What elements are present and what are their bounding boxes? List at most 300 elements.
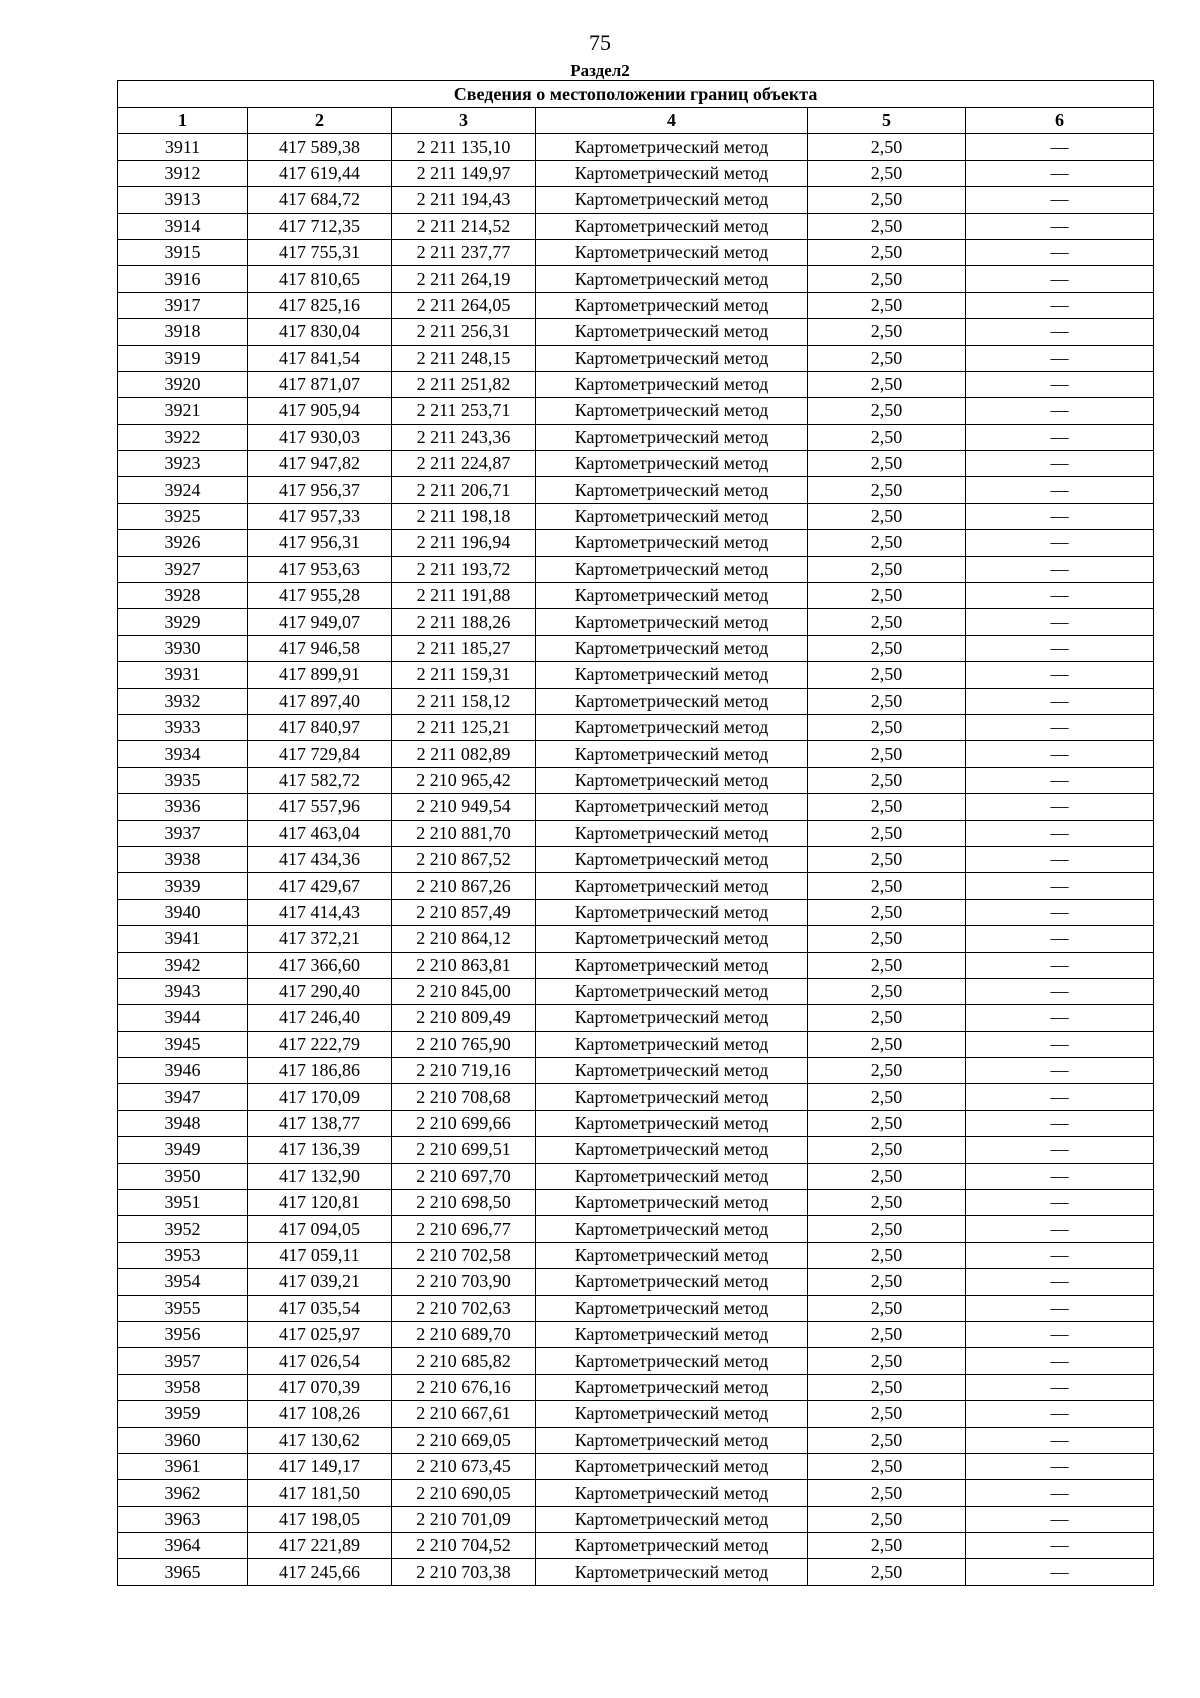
method-cell: Картометрический метод: [536, 319, 808, 345]
accuracy-cell: 2,50: [808, 635, 966, 661]
method-cell: Картометрический метод: [536, 1506, 808, 1532]
accuracy-cell: 2,50: [808, 266, 966, 292]
y-coordinate-cell: 2 210 676,16: [392, 1374, 536, 1400]
table-row: [118, 1242, 1154, 1268]
point-number-cell: 3943: [118, 978, 248, 1004]
table-row: [118, 477, 1154, 503]
y-coordinate-cell: 2 211 224,87: [392, 451, 536, 477]
accuracy-cell: 2,50: [808, 1374, 966, 1400]
x-coordinate-cell: 417 871,07: [248, 371, 392, 397]
accuracy-cell: 2,50: [808, 292, 966, 318]
coordinates-table: [117, 80, 1154, 1586]
point-number-cell: 3952: [118, 1216, 248, 1242]
point-number-cell: 3932: [118, 688, 248, 714]
description-cell: —: [966, 1453, 1154, 1479]
point-number-cell: 3936: [118, 794, 248, 820]
accuracy-cell: 2,50: [808, 345, 966, 371]
point-number-cell: 3924: [118, 477, 248, 503]
y-coordinate-cell: 2 210 697,70: [392, 1163, 536, 1189]
y-coordinate-cell: 2 210 845,00: [392, 978, 536, 1004]
method-cell: Картометрический метод: [536, 1163, 808, 1189]
table-row: [118, 503, 1154, 529]
table-row: [118, 556, 1154, 582]
x-coordinate-cell: 417 290,40: [248, 978, 392, 1004]
table-row: [118, 899, 1154, 925]
point-number-cell: 3965: [118, 1559, 248, 1585]
description-cell: —: [966, 1269, 1154, 1295]
method-cell: Картометрический метод: [536, 1427, 808, 1453]
method-cell: Картометрический метод: [536, 583, 808, 609]
x-coordinate-cell: 417 070,39: [248, 1374, 392, 1400]
accuracy-cell: 2,50: [808, 583, 966, 609]
point-number-cell: 3926: [118, 530, 248, 556]
table-row: [118, 345, 1154, 371]
description-cell: —: [966, 134, 1154, 160]
y-coordinate-cell: 2 210 857,49: [392, 899, 536, 925]
y-coordinate-cell: 2 211 191,88: [392, 583, 536, 609]
x-coordinate-cell: 417 429,67: [248, 873, 392, 899]
method-cell: Картометрический метод: [536, 1190, 808, 1216]
accuracy-cell: 2,50: [808, 530, 966, 556]
table-row: [118, 451, 1154, 477]
page-number: 75: [589, 30, 611, 55]
y-coordinate-cell: 2 210 701,09: [392, 1506, 536, 1532]
method-cell: Картометрический метод: [536, 292, 808, 318]
description-cell: —: [966, 1374, 1154, 1400]
description-cell: —: [966, 477, 1154, 503]
method-cell: Картометрический метод: [536, 794, 808, 820]
y-coordinate-cell: 2 211 125,21: [392, 714, 536, 740]
point-number-cell: 3950: [118, 1163, 248, 1189]
y-coordinate-cell: 2 211 194,43: [392, 187, 536, 213]
accuracy-cell: 2,50: [808, 1295, 966, 1321]
y-coordinate-cell: 2 210 881,70: [392, 820, 536, 846]
method-cell: Картометрический метод: [536, 1058, 808, 1084]
accuracy-cell: 2,50: [808, 873, 966, 899]
point-number-cell: 3933: [118, 714, 248, 740]
x-coordinate-cell: 417 619,44: [248, 160, 392, 186]
description-cell: —: [966, 292, 1154, 318]
point-number-cell: 3930: [118, 635, 248, 661]
description-cell: —: [966, 1110, 1154, 1136]
point-number-cell: 3940: [118, 899, 248, 925]
y-coordinate-cell: 2 210 965,42: [392, 767, 536, 793]
point-number-cell: 3945: [118, 1031, 248, 1057]
x-coordinate-cell: 417 222,79: [248, 1031, 392, 1057]
point-number-cell: 3946: [118, 1058, 248, 1084]
accuracy-cell: 2,50: [808, 767, 966, 793]
x-coordinate-cell: 417 094,05: [248, 1216, 392, 1242]
method-cell: Картометрический метод: [536, 926, 808, 952]
method-cell: Картометрический метод: [536, 213, 808, 239]
x-coordinate-cell: 417 463,04: [248, 820, 392, 846]
x-coordinate-cell: 417 221,89: [248, 1533, 392, 1559]
table-row: [118, 873, 1154, 899]
table-row: [118, 741, 1154, 767]
method-cell: Картометрический метод: [536, 952, 808, 978]
method-cell: Картометрический метод: [536, 134, 808, 160]
accuracy-cell: 2,50: [808, 213, 966, 239]
method-cell: Картометрический метод: [536, 899, 808, 925]
description-cell: —: [966, 503, 1154, 529]
y-coordinate-cell: 2 211 158,12: [392, 688, 536, 714]
table-row: [118, 398, 1154, 424]
description-cell: —: [966, 1427, 1154, 1453]
accuracy-cell: 2,50: [808, 503, 966, 529]
point-number-cell: 3947: [118, 1084, 248, 1110]
description-cell: —: [966, 1031, 1154, 1057]
table-row: [118, 1321, 1154, 1347]
point-number-cell: 3948: [118, 1110, 248, 1136]
accuracy-cell: 2,50: [808, 688, 966, 714]
table-row: [118, 635, 1154, 661]
y-coordinate-cell: 2 210 689,70: [392, 1321, 536, 1347]
description-cell: —: [966, 556, 1154, 582]
x-coordinate-cell: 417 957,33: [248, 503, 392, 529]
point-number-cell: 3960: [118, 1427, 248, 1453]
accuracy-cell: 2,50: [808, 794, 966, 820]
description-cell: —: [966, 767, 1154, 793]
table-row: [118, 794, 1154, 820]
method-cell: Картометрический метод: [536, 635, 808, 661]
x-coordinate-cell: 417 684,72: [248, 187, 392, 213]
description-cell: —: [966, 899, 1154, 925]
y-coordinate-cell: 2 211 214,52: [392, 213, 536, 239]
table-row: [118, 662, 1154, 688]
table-row: [118, 1269, 1154, 1295]
description-cell: —: [966, 926, 1154, 952]
accuracy-cell: 2,50: [808, 319, 966, 345]
table-row: [118, 1295, 1154, 1321]
table-row: [118, 1137, 1154, 1163]
table-row: [118, 688, 1154, 714]
point-number-cell: 3942: [118, 952, 248, 978]
method-cell: Картометрический метод: [536, 503, 808, 529]
y-coordinate-cell: 2 211 082,89: [392, 741, 536, 767]
table-row: [118, 1031, 1154, 1057]
table-row: [118, 292, 1154, 318]
y-coordinate-cell: 2 211 251,82: [392, 371, 536, 397]
x-coordinate-cell: 417 712,35: [248, 213, 392, 239]
table-row: [118, 767, 1154, 793]
method-cell: Картометрический метод: [536, 239, 808, 265]
point-number-cell: 3962: [118, 1480, 248, 1506]
accuracy-cell: 2,50: [808, 1058, 966, 1084]
description-cell: —: [966, 1559, 1154, 1585]
method-cell: Картометрический метод: [536, 160, 808, 186]
y-coordinate-cell: 2 210 685,82: [392, 1348, 536, 1374]
x-coordinate-cell: 417 825,16: [248, 292, 392, 318]
x-coordinate-cell: 417 949,07: [248, 609, 392, 635]
method-cell: Картометрический метод: [536, 767, 808, 793]
method-cell: Картометрический метод: [536, 451, 808, 477]
method-cell: Картометрический метод: [536, 1321, 808, 1347]
y-coordinate-cell: 2 211 253,71: [392, 398, 536, 424]
description-cell: —: [966, 1242, 1154, 1268]
table-row: [118, 1559, 1154, 1585]
description-cell: —: [966, 1506, 1154, 1532]
table-row: [118, 1480, 1154, 1506]
column-header: 2: [248, 108, 392, 134]
x-coordinate-cell: 417 755,31: [248, 239, 392, 265]
y-coordinate-cell: 2 210 690,05: [392, 1480, 536, 1506]
table-row: [118, 266, 1154, 292]
point-number-cell: 3928: [118, 583, 248, 609]
accuracy-cell: 2,50: [808, 1453, 966, 1479]
description-cell: —: [966, 1058, 1154, 1084]
x-coordinate-cell: 417 245,66: [248, 1559, 392, 1585]
table-row: [118, 1348, 1154, 1374]
y-coordinate-cell: 2 211 188,26: [392, 609, 536, 635]
accuracy-cell: 2,50: [808, 451, 966, 477]
method-cell: Картометрический метод: [536, 1401, 808, 1427]
method-cell: Картометрический метод: [536, 1137, 808, 1163]
point-number-cell: 3923: [118, 451, 248, 477]
method-cell: Картометрический метод: [536, 556, 808, 582]
accuracy-cell: 2,50: [808, 1269, 966, 1295]
x-coordinate-cell: 417 130,62: [248, 1427, 392, 1453]
point-number-cell: 3918: [118, 319, 248, 345]
description-cell: —: [966, 978, 1154, 1004]
point-number-cell: 3958: [118, 1374, 248, 1400]
y-coordinate-cell: 2 210 704,52: [392, 1533, 536, 1559]
description-cell: —: [966, 1084, 1154, 1110]
x-coordinate-cell: 417 035,54: [248, 1295, 392, 1321]
x-coordinate-cell: 417 136,39: [248, 1137, 392, 1163]
y-coordinate-cell: 2 211 193,72: [392, 556, 536, 582]
table-title-row: [118, 81, 1154, 108]
description-cell: —: [966, 1348, 1154, 1374]
x-coordinate-cell: 417 955,28: [248, 583, 392, 609]
table-row: [118, 213, 1154, 239]
y-coordinate-cell: 2 210 765,90: [392, 1031, 536, 1057]
description-cell: —: [966, 1005, 1154, 1031]
description-cell: —: [966, 213, 1154, 239]
description-cell: —: [966, 688, 1154, 714]
point-number-cell: 3944: [118, 1005, 248, 1031]
x-coordinate-cell: 417 841,54: [248, 345, 392, 371]
point-number-cell: 3941: [118, 926, 248, 952]
x-coordinate-cell: 417 132,90: [248, 1163, 392, 1189]
x-coordinate-cell: 417 149,17: [248, 1453, 392, 1479]
description-cell: —: [966, 1480, 1154, 1506]
description-cell: —: [966, 846, 1154, 872]
method-cell: Картометрический метод: [536, 1559, 808, 1585]
x-coordinate-cell: 417 138,77: [248, 1110, 392, 1136]
method-cell: Картометрический метод: [536, 714, 808, 740]
method-cell: Картометрический метод: [536, 530, 808, 556]
method-cell: Картометрический метод: [536, 609, 808, 635]
description-cell: —: [966, 266, 1154, 292]
y-coordinate-cell: 2 210 809,49: [392, 1005, 536, 1031]
method-cell: Картометрический метод: [536, 741, 808, 767]
point-number-cell: 3911: [118, 134, 248, 160]
method-cell: Картометрический метод: [536, 1533, 808, 1559]
accuracy-cell: 2,50: [808, 1348, 966, 1374]
point-number-cell: 3937: [118, 820, 248, 846]
method-cell: Картометрический метод: [536, 1084, 808, 1110]
accuracy-cell: 2,50: [808, 820, 966, 846]
point-number-cell: 3953: [118, 1242, 248, 1268]
description-cell: —: [966, 187, 1154, 213]
column-header: 5: [808, 108, 966, 134]
description-cell: —: [966, 345, 1154, 371]
table-row: [118, 160, 1154, 186]
method-cell: Картометрический метод: [536, 1031, 808, 1057]
column-header-row: [118, 108, 1154, 134]
point-number-cell: 3938: [118, 846, 248, 872]
y-coordinate-cell: 2 210 698,50: [392, 1190, 536, 1216]
y-coordinate-cell: 2 210 863,81: [392, 952, 536, 978]
x-coordinate-cell: 417 897,40: [248, 688, 392, 714]
description-cell: —: [966, 1533, 1154, 1559]
y-coordinate-cell: 2 210 864,12: [392, 926, 536, 952]
y-coordinate-cell: 2 211 159,31: [392, 662, 536, 688]
method-cell: Картометрический метод: [536, 477, 808, 503]
y-coordinate-cell: 2 210 867,52: [392, 846, 536, 872]
table-title: Сведения о местоположении границ объекта: [118, 81, 1154, 108]
accuracy-cell: 2,50: [808, 424, 966, 450]
table-row: [118, 1005, 1154, 1031]
y-coordinate-cell: 2 210 702,58: [392, 1242, 536, 1268]
accuracy-cell: 2,50: [808, 662, 966, 688]
x-coordinate-cell: 417 729,84: [248, 741, 392, 767]
table-row: [118, 1058, 1154, 1084]
point-number-cell: 3956: [118, 1321, 248, 1347]
y-coordinate-cell: 2 211 149,97: [392, 160, 536, 186]
method-cell: Картометрический метод: [536, 266, 808, 292]
method-cell: Картометрический метод: [536, 1269, 808, 1295]
accuracy-cell: 2,50: [808, 609, 966, 635]
point-number-cell: 3922: [118, 424, 248, 450]
accuracy-cell: 2,50: [808, 134, 966, 160]
point-number-cell: 3949: [118, 1137, 248, 1163]
point-number-cell: 3931: [118, 662, 248, 688]
x-coordinate-cell: 417 930,03: [248, 424, 392, 450]
point-number-cell: 3920: [118, 371, 248, 397]
accuracy-cell: 2,50: [808, 1427, 966, 1453]
table-row: [118, 424, 1154, 450]
x-coordinate-cell: 417 589,38: [248, 134, 392, 160]
method-cell: Картометрический метод: [536, 1242, 808, 1268]
method-cell: Картометрический метод: [536, 688, 808, 714]
x-coordinate-cell: 417 956,31: [248, 530, 392, 556]
point-number-cell: 3934: [118, 741, 248, 767]
point-number-cell: 3954: [118, 1269, 248, 1295]
accuracy-cell: 2,50: [808, 978, 966, 1004]
table-row: [118, 846, 1154, 872]
y-coordinate-cell: 2 210 702,63: [392, 1295, 536, 1321]
method-cell: Картометрический метод: [536, 1453, 808, 1479]
point-number-cell: 3929: [118, 609, 248, 635]
y-coordinate-cell: 2 211 264,05: [392, 292, 536, 318]
point-number-cell: 3957: [118, 1348, 248, 1374]
y-coordinate-cell: 2 210 867,26: [392, 873, 536, 899]
y-coordinate-cell: 2 210 719,16: [392, 1058, 536, 1084]
x-coordinate-cell: 417 372,21: [248, 926, 392, 952]
accuracy-cell: 2,50: [808, 187, 966, 213]
description-cell: —: [966, 741, 1154, 767]
accuracy-cell: 2,50: [808, 952, 966, 978]
y-coordinate-cell: 2 210 703,90: [392, 1269, 536, 1295]
description-cell: —: [966, 583, 1154, 609]
table-row: [118, 187, 1154, 213]
y-coordinate-cell: 2 211 198,18: [392, 503, 536, 529]
point-number-cell: 3917: [118, 292, 248, 318]
accuracy-cell: 2,50: [808, 899, 966, 925]
description-cell: —: [966, 662, 1154, 688]
point-number-cell: 3963: [118, 1506, 248, 1532]
description-cell: —: [966, 1137, 1154, 1163]
description-cell: —: [966, 952, 1154, 978]
x-coordinate-cell: 417 246,40: [248, 1005, 392, 1031]
y-coordinate-cell: 2 211 206,71: [392, 477, 536, 503]
section-title: Раздел2: [570, 61, 630, 80]
description-cell: —: [966, 1163, 1154, 1189]
accuracy-cell: 2,50: [808, 926, 966, 952]
table-row: [118, 583, 1154, 609]
x-coordinate-cell: 417 059,11: [248, 1242, 392, 1268]
table-row: [118, 1190, 1154, 1216]
y-coordinate-cell: 2 211 248,15: [392, 345, 536, 371]
y-coordinate-cell: 2 210 667,61: [392, 1401, 536, 1427]
description-cell: —: [966, 1216, 1154, 1242]
y-coordinate-cell: 2 211 135,10: [392, 134, 536, 160]
y-coordinate-cell: 2 210 669,05: [392, 1427, 536, 1453]
table-row: [118, 1084, 1154, 1110]
y-coordinate-cell: 2 211 243,36: [392, 424, 536, 450]
y-coordinate-cell: 2 211 256,31: [392, 319, 536, 345]
table-row: [118, 820, 1154, 846]
description-cell: —: [966, 1401, 1154, 1427]
table-row: [118, 371, 1154, 397]
column-header: 6: [966, 108, 1154, 134]
y-coordinate-cell: 2 210 699,66: [392, 1110, 536, 1136]
method-cell: Картометрический метод: [536, 371, 808, 397]
accuracy-cell: 2,50: [808, 1216, 966, 1242]
x-coordinate-cell: 417 434,36: [248, 846, 392, 872]
x-coordinate-cell: 417 810,65: [248, 266, 392, 292]
x-coordinate-cell: 417 170,09: [248, 1084, 392, 1110]
column-header: 1: [118, 108, 248, 134]
method-cell: Картометрический метод: [536, 1005, 808, 1031]
table-row: [118, 978, 1154, 1004]
point-number-cell: 3914: [118, 213, 248, 239]
point-number-cell: 3925: [118, 503, 248, 529]
method-cell: Картометрический метод: [536, 424, 808, 450]
column-header: 3: [392, 108, 536, 134]
accuracy-cell: 2,50: [808, 741, 966, 767]
description-cell: —: [966, 714, 1154, 740]
description-cell: —: [966, 1321, 1154, 1347]
x-coordinate-cell: 417 025,97: [248, 1321, 392, 1347]
description-cell: —: [966, 1190, 1154, 1216]
description-cell: —: [966, 398, 1154, 424]
accuracy-cell: 2,50: [808, 1084, 966, 1110]
point-number-cell: 3913: [118, 187, 248, 213]
description-cell: —: [966, 873, 1154, 899]
x-coordinate-cell: 417 120,81: [248, 1190, 392, 1216]
description-cell: —: [966, 1295, 1154, 1321]
y-coordinate-cell: 2 210 949,54: [392, 794, 536, 820]
x-coordinate-cell: 417 830,04: [248, 319, 392, 345]
x-coordinate-cell: 417 840,97: [248, 714, 392, 740]
method-cell: Картометрический метод: [536, 398, 808, 424]
table-row: [118, 1216, 1154, 1242]
x-coordinate-cell: 417 186,86: [248, 1058, 392, 1084]
accuracy-cell: 2,50: [808, 1533, 966, 1559]
method-cell: Картометрический метод: [536, 820, 808, 846]
